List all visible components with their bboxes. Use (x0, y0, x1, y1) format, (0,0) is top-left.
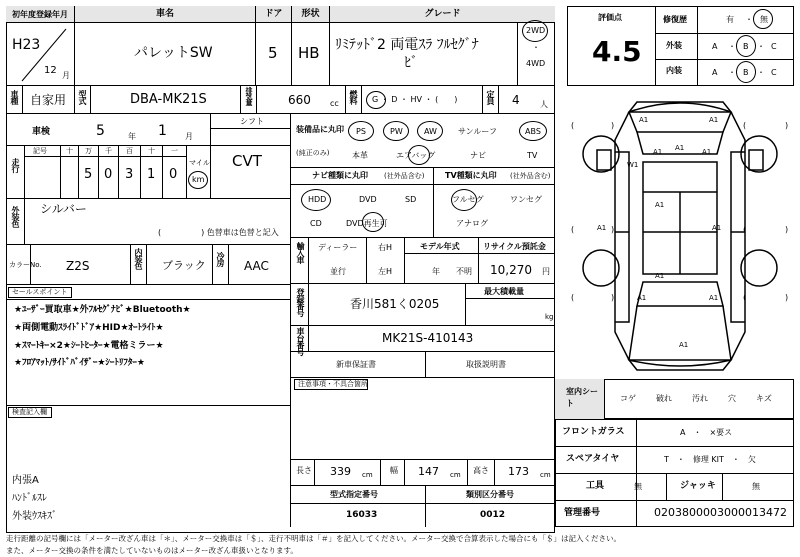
repair-no-circle (753, 9, 773, 29)
exterior-c: C (771, 42, 777, 51)
selling-point-2: ★両側電動ｽﾗｲﾄﾞﾄﾞｱ★HID★ｵｰﾄﾗｲﾄ★ (14, 323, 164, 333)
mark-a1-front-right: A1 (709, 116, 719, 124)
color-note: ( ) 色替車は色替と記入 (158, 228, 279, 237)
digit-header-5: 十 (148, 147, 155, 155)
import-left-h: 左H (378, 267, 393, 276)
interior-color-label: 内装色 (134, 248, 143, 269)
footer-line1: 走行距離の記号欄には「メーター改ざん車は「＊」、メーター交換車は「＄」、走行不明車は「＃」を記入してください。メーター交換で合算表示した場合にも「＄」は記入ください。 (6, 534, 621, 543)
exterior-dot1: ・ (728, 42, 736, 51)
inspection-month: 1 (158, 123, 167, 139)
navi-sub: (社外品含む) (384, 172, 425, 180)
selling-points-label: セールスポイント (12, 288, 68, 296)
first-reg-month: 12 (44, 65, 57, 76)
inspection-year-unit: 年 (128, 132, 136, 141)
header-doors: ドア (255, 6, 291, 23)
new-warranty: 新車保証書 (336, 360, 376, 369)
fuel-label: 燃料 (349, 90, 358, 104)
svg-text:): ) (611, 121, 615, 130)
recycle-label: リサイクル預託金 (483, 242, 546, 251)
header-first-reg: 初年度登録年月 (6, 6, 74, 23)
capacity-unit: 人 (540, 100, 548, 109)
digit-header-0: 記号 (33, 147, 47, 155)
tv-fullseg-circle (451, 189, 477, 211)
mark-a1-roof: A1 (655, 201, 665, 209)
color-value: シルバー (40, 202, 87, 216)
mileage-label: 走行 (11, 158, 20, 172)
height-label: 高さ (473, 466, 489, 475)
header-model-name: 車名 (74, 6, 255, 23)
use-value: 自家用 (30, 93, 67, 107)
max-load-unit: kg (545, 313, 554, 321)
tv-label: TV種類に丸印 (445, 171, 497, 180)
seat-label: 室内シート (566, 387, 598, 408)
mark-a1-front-left: A1 (639, 116, 649, 124)
svg-text:): ) (785, 225, 789, 234)
repair-yes: 有 (726, 15, 734, 24)
row1 (6, 23, 555, 86)
notes-label: 注意事項・不具合箇所 (298, 380, 368, 388)
svg-text:): ) (785, 293, 789, 302)
digit-header-1: 十 (66, 147, 73, 155)
digit-header-3: 千 (105, 147, 112, 155)
type-no-value: 16033 (346, 510, 378, 520)
jack-label: ジャッキ (680, 481, 716, 491)
length-label: 長さ (296, 466, 312, 475)
model-year-year: 年 (432, 267, 440, 276)
navi-hdd: HDD (308, 195, 327, 204)
mark-a1-side-l: A1 (597, 224, 607, 232)
svg-text:(: ( (743, 121, 747, 130)
spare-label: スペアタイヤ (566, 454, 620, 464)
capacity: 4 (512, 93, 520, 107)
model-name: パレットSW (134, 45, 213, 61)
import-dealer: ディーラー (318, 243, 358, 252)
repair-label: 修復歴 (663, 15, 687, 24)
jack-value: 無 (752, 482, 760, 491)
width-value: 147 (418, 465, 439, 478)
header-grade: グレード (329, 6, 555, 23)
seat-opt-4: 穴 (728, 394, 736, 403)
digit-2: 5 (84, 167, 93, 182)
mark-a1-bumper: A1 (679, 341, 689, 349)
svg-text:(: ( (743, 225, 747, 234)
equip-airbag-circle (408, 145, 430, 165)
equip-leather: 本革 (352, 151, 368, 160)
digit-header-2: 万 (85, 147, 92, 155)
repair-dot: ・ (745, 15, 753, 24)
equip-navi: ナビ (470, 151, 486, 160)
equip-ps-circle (348, 121, 374, 141)
digit-header-4: 百 (126, 147, 133, 155)
color-label: 外装色 (11, 206, 20, 227)
digit-4: 3 (125, 167, 134, 182)
grade-line1: ﾘﾐﾃｯﾄﾞ2 両電ｽﾗ ﾌﾙｾｸﾞﾅ (335, 37, 479, 53)
inspector-notes-label: 検査記入欄 (12, 408, 47, 416)
svg-text:(: ( (571, 121, 575, 130)
repair-no: 無 (760, 15, 768, 24)
color-no-label: カラーNo. (9, 261, 42, 269)
interior-dot2: ・ (757, 68, 765, 77)
ac-value: AAC (244, 259, 269, 273)
digit-3: 0 (104, 167, 113, 182)
model-type-label: 型式 (78, 90, 87, 104)
chassis-value: MK21S-410143 (382, 331, 474, 345)
first-reg-year: H23 (12, 37, 41, 53)
spare-options: T ・ 修理 KIT ・ 欠 (664, 455, 756, 464)
height-unit: cm (540, 471, 551, 479)
height-value: 173 (508, 465, 529, 478)
type-no-label: 型式指定番号 (330, 490, 378, 499)
rating-score: 4.5 (592, 35, 642, 68)
digit-5: 1 (147, 167, 156, 182)
footer-line2: また、メーター交換の条件を満たしていないものはメーター改ざん車扱いとなります。 (6, 546, 298, 555)
equip-ps: PS (356, 127, 366, 136)
interior-b: B (743, 68, 749, 77)
mark-w1: W1 (627, 161, 639, 169)
equip-pw: PW (390, 127, 403, 136)
glass-options: A ・ ×要ス (680, 428, 733, 437)
selling-point-4: ★ﾌﾛｱﾏｯﾄ/ｻｲﾄﾞﾊﾞｲｻﾞｰ★ｼｰﾄﾘﾌﾀｰ★ (14, 358, 145, 368)
model-year-unknown: 不明 (456, 267, 472, 276)
header-shape: 形状 (291, 6, 329, 23)
navi-label: ナビ種類に丸印 (312, 171, 368, 180)
chassis-label: 車台番号 (296, 327, 305, 355)
max-load-label: 最大積載量 (484, 287, 524, 296)
equipment-label: 装備品に丸印 (296, 125, 344, 134)
equip-aw: AW (424, 127, 437, 136)
svg-text:(: ( (743, 293, 747, 302)
navi-dvd: DVD (359, 195, 377, 204)
digit-header-6: 一 (171, 147, 178, 155)
svg-text:(: ( (571, 293, 575, 302)
svg-text:): ) (611, 293, 615, 302)
selling-point-1: ★ﾕｰｻﾞｰ買取車★外ﾌﾙｾｸﾞﾅﾋﾞ★Bluetooth★ (14, 305, 191, 315)
model-type: DBA-MK21S (130, 92, 207, 107)
inspection-label: 車検 (32, 127, 51, 137)
inspector-note-3: 外装ｳｽｷｽﾞ (12, 511, 57, 522)
management-label: 管理番号 (564, 508, 601, 518)
navi-dvd-play: DVD再生可 (346, 219, 388, 228)
digit-6: 0 (169, 167, 178, 182)
exterior-dot2: ・ (757, 42, 765, 51)
exterior-label: 外装 (666, 41, 682, 50)
mark-a1-rear-r: A1 (709, 294, 719, 302)
management-value: 0203800003000013472 (654, 506, 787, 519)
interior-dot1: ・ (728, 68, 736, 77)
tv-analog: アナログ (456, 219, 488, 228)
length-unit: cm (362, 471, 373, 479)
glass-label: フロントガラス (562, 427, 625, 437)
mark-a1-center: A1 (655, 272, 665, 280)
equip-aw-circle (417, 121, 443, 141)
equipment-sublabel: (純正のみ) (296, 149, 330, 157)
svg-text:): ) (785, 121, 789, 130)
shape-value: HB (298, 44, 320, 62)
grade-line2: ﾋﾞ (404, 55, 418, 71)
color-no-value: Z2S (66, 259, 90, 273)
equip-airbag: エアバッグ (396, 151, 436, 160)
km-label: km (192, 175, 205, 184)
exterior-b: B (743, 42, 749, 51)
ac-label: 冷房 (216, 252, 225, 266)
tools-value: 無 (634, 482, 642, 491)
registration-label: 登録番号 (296, 288, 305, 316)
tools-label: 工具 (586, 481, 605, 491)
fuel-options: G ・ D ・ HV ・ ( ) (372, 95, 458, 104)
drive-4wd: 4WD (526, 59, 546, 68)
manual: 取扱説明書 (466, 360, 506, 369)
inspector-note-2: ﾊﾝﾄﾞﾙｽﾚ (12, 493, 47, 504)
navi-hdd-circle (301, 189, 331, 211)
exterior-b-circle (736, 35, 756, 57)
rating-label: 評価点 (598, 13, 622, 22)
interior-c: C (771, 68, 777, 77)
inspector-note-1: 内張A (12, 475, 39, 486)
navi-cd: CD (310, 219, 322, 228)
tv-sub: (社外品含む) (510, 172, 551, 180)
mark-a1-side-r: A1 (712, 224, 722, 232)
mark-a1-wind-r: A1 (702, 148, 712, 156)
navi-dvd-play-circle (362, 212, 384, 232)
registration-value: 香川581く0205 (350, 297, 440, 311)
seat-opt-2: 破れ (656, 394, 672, 403)
drive-dot: ・ (532, 43, 540, 52)
class-no-label: 類別区分番号 (466, 490, 514, 499)
drive-2wd: 2WD (526, 26, 546, 35)
width-label: 幅 (390, 466, 398, 475)
shift-value: CVT (232, 152, 262, 170)
equip-sunroof: サンルーフ (458, 127, 497, 136)
interior-b-circle (736, 61, 756, 83)
class-no-value: 0012 (480, 510, 506, 520)
shift-label: シフト (240, 117, 264, 126)
tv-fullseg: フルセグ (452, 195, 484, 204)
doors-value: 5 (268, 44, 278, 62)
selling-point-3: ★ｽﾏｰﾄｷｰ×2★ｼｰﾄﾋｰﾀｰ★電格ミラー★ (14, 341, 164, 351)
inspection-year: 5 (96, 123, 105, 139)
equip-abs-circle (519, 121, 547, 141)
displacement-label: 排気量 (245, 87, 253, 105)
interior-a: A (712, 68, 718, 77)
equip-pw-circle (383, 121, 409, 141)
equip-abs: ABS (525, 127, 541, 136)
import-right-h: 右H (378, 243, 393, 252)
width-unit: cm (450, 471, 461, 479)
exterior-a: A (712, 42, 718, 51)
interior-label: 内装 (666, 66, 682, 75)
recycle-unit: 円 (542, 267, 550, 276)
first-reg-month-unit: 月 (62, 71, 70, 80)
use-label: 車種 (10, 90, 19, 104)
recycle-value: 10,270 (490, 263, 532, 277)
seat-opt-3: 汚れ (692, 394, 708, 403)
interior-color: ブラック (162, 259, 206, 272)
equip-tv: TV (527, 151, 538, 160)
mark-a1-hood: A1 (675, 144, 685, 152)
seat-opt-1: コゲ (620, 394, 636, 403)
displacement: 660 (288, 93, 311, 107)
capacity-label: 定員 (486, 90, 495, 104)
svg-text:(: ( (571, 225, 575, 234)
mark-a1-rear-l: A1 (637, 294, 647, 302)
row2 (6, 86, 555, 114)
seat-opt-5: キズ (756, 394, 772, 403)
svg-text:): ) (611, 225, 615, 234)
mile-label: マイル (189, 159, 210, 167)
length-value: 339 (330, 465, 351, 478)
model-year-label: モデル年式 (420, 242, 460, 251)
mark-a1-wind: A1 (653, 148, 663, 156)
tv-oneseg: ワンセグ (510, 195, 542, 204)
navi-sd: SD (405, 195, 417, 204)
import-parallel: 並行 (330, 267, 346, 276)
displacement-unit: cc (330, 99, 339, 108)
import-label: 輸入車 (296, 242, 305, 263)
car-diagram (567, 92, 794, 377)
inspection-month-unit: 月 (185, 132, 193, 141)
